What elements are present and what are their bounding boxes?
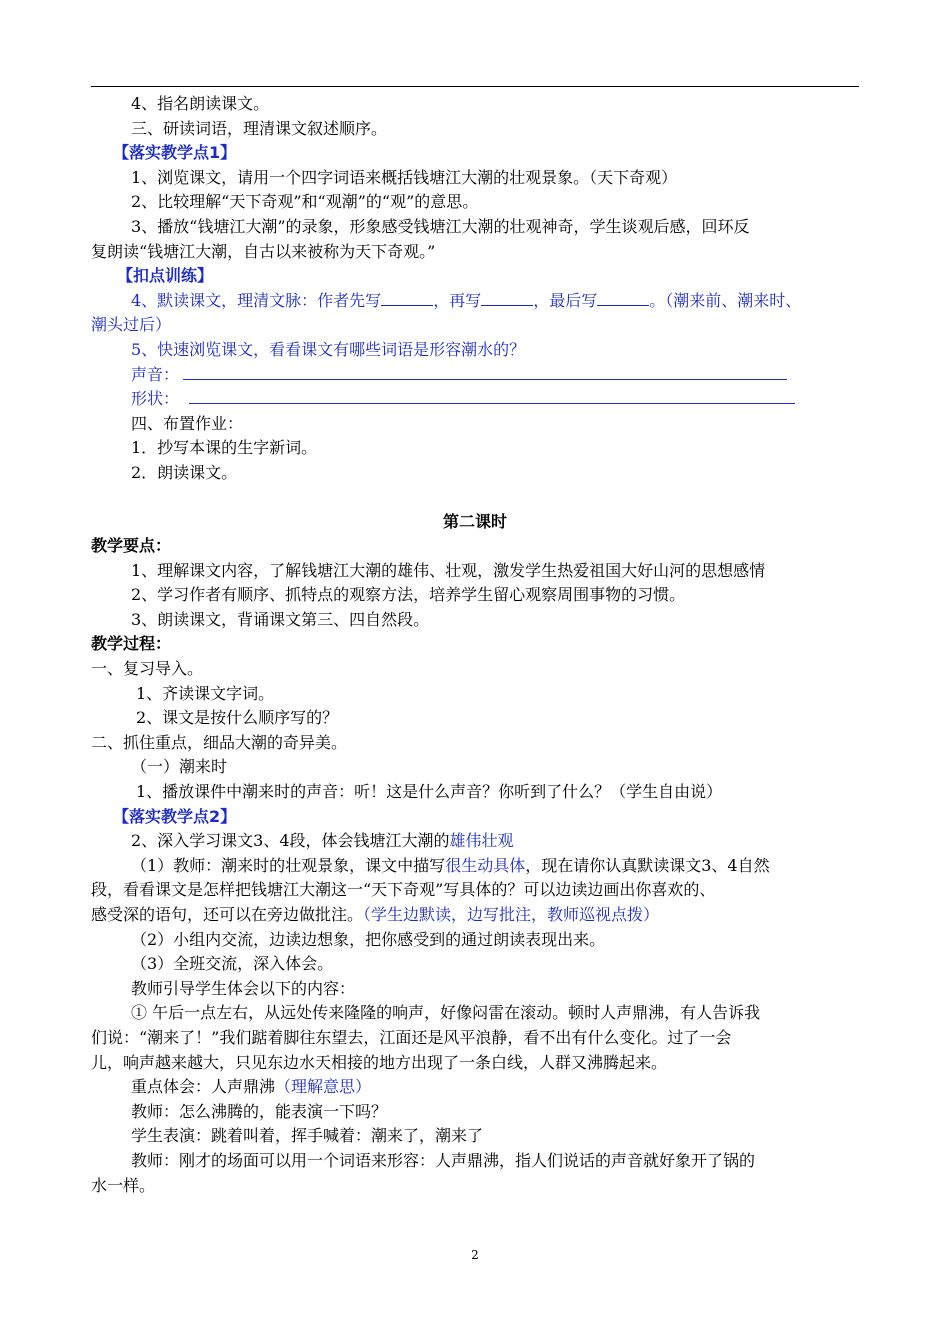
text-line: 二、抓住重点，细品大潮的奇异美。 — [91, 732, 348, 752]
text-line: 3、朗读课文，背诵课文第三、四自然段。 — [131, 609, 430, 629]
text-line: 三、研读词语，理清课文叙述顺序。 — [131, 118, 388, 138]
text-span: （1）教师：潮来时的壮观景象，课文中描写 — [131, 855, 446, 875]
text-span: 2、深入学习课文3、4段，体会钱塘江大潮的 — [131, 831, 450, 851]
section-tag: 【落实教学点2】 — [113, 806, 237, 826]
text-line: 3、播放“钱塘江大潮”的录象，形象感受钱塘江大潮的壮观神奇，学生谈观后感，回环反 — [131, 216, 750, 236]
text-line: （一）潮来时 — [131, 757, 228, 777]
text-line: 4、指名朗读课文。 — [131, 94, 270, 113]
text-line: 复朗读“钱塘江大潮，自古以来被称为天下奇观。” — [91, 241, 436, 261]
exercise-line: 潮头过后） — [91, 315, 172, 335]
heading: 教学过程： — [91, 634, 172, 654]
exercise-text: 。（潮来前、潮来时、 — [649, 290, 802, 310]
text-line: 2．朗读课文。 — [131, 462, 238, 482]
section-tag: 【落实教学点1】 — [113, 143, 237, 163]
text-line — [91, 1075, 871, 1100]
exercise-text: 4、默读课文，理清文脉：作者先写 — [131, 290, 382, 310]
answer-line[interactable] — [183, 365, 787, 380]
text-line: 2、学习作者有顺序、抓特点的观察方法，培养学生留心观察周围事物的习惯。 — [131, 585, 686, 605]
page-number: 2 — [471, 1248, 479, 1262]
header-rule — [91, 86, 859, 87]
text-line: 教师：刚才的场面可以用一个词语来形容：人声鼎沸，指人们说话的声音就好象开了锅的 — [131, 1150, 756, 1170]
document-page — [91, 92, 871, 1198]
section-title: 第二课时 — [442, 511, 507, 531]
text-line: ① 午后一点左右，从远处传来隆隆的响声，好像闷雷在滚动。顿时人声鼎沸，有人告诉我 — [131, 1003, 761, 1023]
shape-field — [91, 387, 871, 412]
text-line: 1、理解课文内容，了解钱塘江大潮的雄伟、壮观，激发学生热爱祖国大好山河的思想感情 — [131, 560, 766, 580]
fill-blank[interactable] — [481, 289, 533, 306]
highlight-text: 很生动具体 — [445, 855, 526, 875]
text-line: 1．抄写本课的生字新词。 — [131, 438, 318, 458]
text-line: 1、播放课件中潮来时的声音：听！这是什么声音？你听到了什么？（学生自由说） — [136, 782, 723, 802]
field-label: 形状： — [131, 389, 180, 409]
exercise-line: 5、快速浏览课文，看看课文有哪些词语是形容潮水的？ — [131, 339, 526, 359]
text-line: 教师引导学生体会以下的内容： — [131, 978, 356, 998]
text-span: ，现在请你认真默读课文3、4自然 — [525, 855, 770, 875]
text-line: 2、比较理解“天下奇观”和“观潮”的“观”的意思。 — [131, 192, 479, 212]
text-line: 2、课文是按什么顺序写的？ — [136, 708, 339, 728]
text-line: 一、复习导入。 — [91, 659, 204, 679]
heading: 教学要点： — [91, 536, 172, 556]
text-line: 段，看看课文是怎样把钱塘江大潮这一“天下奇观”写具体的？可以边读边画出你喜欢的、 — [91, 880, 716, 900]
section-tag: 【扣点训练】 — [117, 266, 214, 286]
text-line: 水一样。 — [91, 1175, 156, 1195]
highlight-text: 雄伟壮观 — [449, 831, 514, 851]
text-line: （3）全班交流，深入体会。 — [131, 954, 334, 974]
text-line: 教师：怎么沸腾的，能表演一下吗？ — [131, 1101, 388, 1121]
exercise-line — [91, 289, 871, 314]
text-line: 1、浏览课文，请用一个四字词语来概括钱塘江大潮的壮观景象。（天下奇观） — [131, 167, 678, 187]
text-line — [91, 829, 871, 854]
answer-line[interactable] — [189, 389, 795, 404]
text-line: （2）小组内交流，边读边想象，把你感受到的通过朗读表现出来。 — [131, 929, 606, 949]
fill-blank[interactable] — [381, 289, 433, 306]
highlight-text: （学生边默读，边写批注，教师巡视点拨） — [363, 905, 660, 924]
sound-field — [91, 363, 871, 388]
text-line: 1、齐读课文字词。 — [136, 683, 275, 703]
field-label: 声音： — [131, 364, 180, 384]
text-span: 感受深的语句，还可以在旁边做批注。 — [91, 905, 364, 924]
text-line: 四、布置作业： — [131, 413, 244, 433]
exercise-text: ，最后写 — [533, 290, 598, 310]
highlight-text: （理解意思） — [275, 1077, 372, 1097]
exercise-text: ，再写 — [433, 290, 482, 310]
text-line: 学生表演：跳着叫着，挥手喊着：潮来了，潮来了 — [131, 1126, 484, 1146]
text-line: 儿，响声越来越大，只见东边水天相接的地方出现了一条白线，人群又沸腾起来。 — [91, 1052, 668, 1072]
text-span: 重点体会：人声鼎沸 — [131, 1077, 276, 1097]
text-line: 们说：“潮来了！”我们踮着脚往东望去，江面还是风平浪静，看不出有什么变化。过了一会 — [91, 1027, 732, 1047]
fill-blank[interactable] — [597, 289, 649, 306]
text-line — [91, 903, 871, 928]
text-line — [91, 854, 871, 879]
